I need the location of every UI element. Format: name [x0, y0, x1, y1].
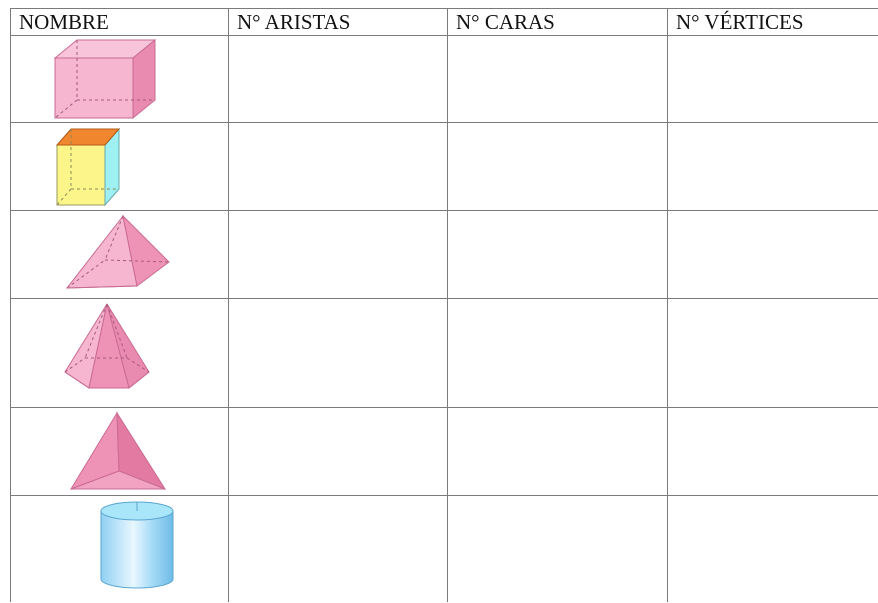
square-pyramid-icon [65, 214, 175, 294]
table-row [11, 123, 878, 211]
aristas-cell[interactable] [229, 408, 448, 496]
vertices-cell[interactable] [668, 211, 878, 299]
aristas-cell[interactable] [229, 36, 448, 123]
table-row [11, 36, 878, 123]
caras-cell[interactable] [448, 211, 668, 299]
header-nombre: NOMBRE [11, 9, 229, 36]
shape-cell [11, 299, 229, 408]
vertices-cell[interactable] [668, 299, 878, 408]
table-row [11, 299, 878, 408]
header-aristas: N° ARISTAS [229, 9, 448, 36]
caras-cell[interactable] [448, 299, 668, 408]
aristas-cell[interactable] [229, 211, 448, 299]
shape-cell [11, 211, 229, 299]
aristas-cell[interactable] [229, 496, 448, 602]
shape-cell [11, 496, 229, 602]
triangular-pyramid-icon [69, 411, 169, 493]
shape-cell [11, 123, 229, 211]
vertices-cell[interactable] [668, 36, 878, 123]
header-caras: N° CARAS [448, 9, 668, 36]
table-row [11, 408, 878, 496]
aristas-cell[interactable] [229, 123, 448, 211]
header-row [11, 9, 878, 36]
hexagonal-pyramid-icon [63, 302, 153, 394]
shape-cell [11, 36, 229, 123]
header-vertices: N° VÉRTICES [668, 9, 878, 36]
table-row [11, 496, 878, 602]
rectangular-prism-icon [55, 127, 125, 209]
cylinder-icon [99, 499, 179, 591]
aristas-cell[interactable] [229, 299, 448, 408]
caras-cell[interactable] [448, 36, 668, 123]
caras-cell[interactable] [448, 408, 668, 496]
vertices-cell[interactable] [668, 123, 878, 211]
table-row [11, 211, 878, 299]
vertices-cell[interactable] [668, 408, 878, 496]
shape-cell [11, 408, 229, 496]
caras-cell[interactable] [448, 123, 668, 211]
cube-icon [53, 38, 163, 120]
caras-cell[interactable] [448, 496, 668, 602]
solids-table [10, 8, 878, 602]
vertices-cell[interactable] [668, 496, 878, 602]
